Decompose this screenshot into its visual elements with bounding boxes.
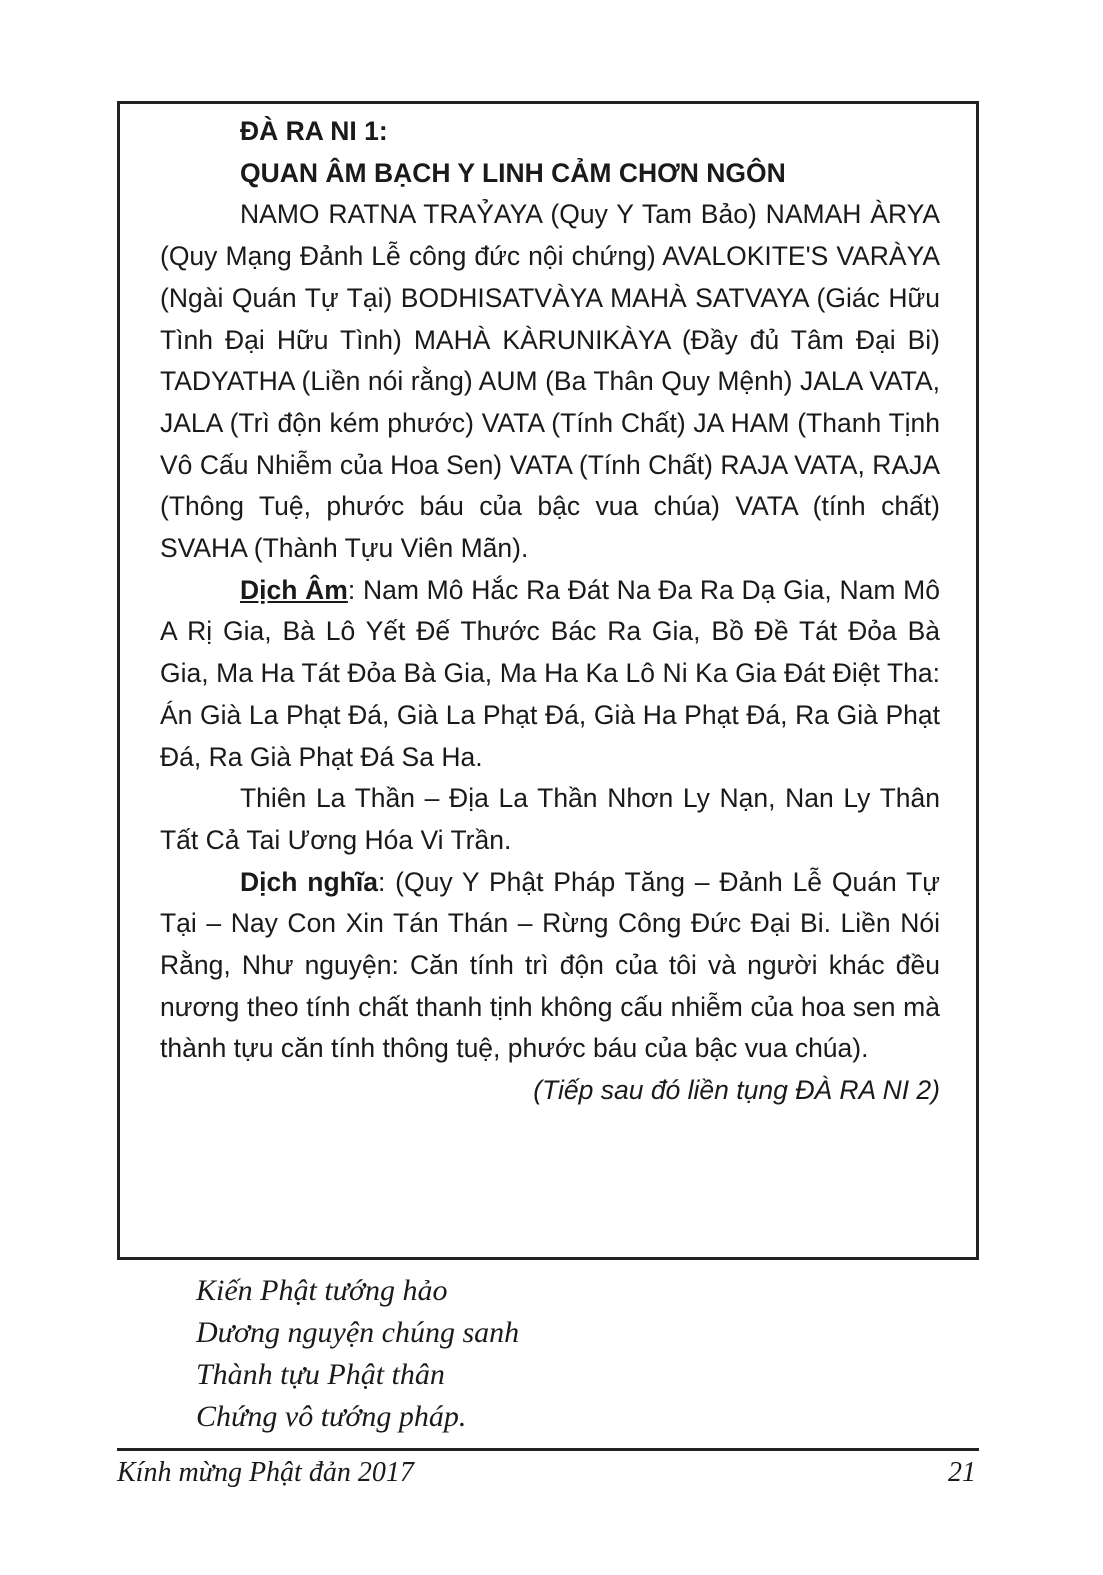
invocation-paragraph: Thiên La Thần – Địa La Thần Nhơn Ly Nạn, Nan Ly Thân Tất Cả Tai Ương Hóa Vi Trần. [160, 783, 940, 855]
transliteration-paragraph [160, 570, 940, 779]
transliteration-label: Dịch Âm [240, 574, 348, 605]
page-number: 21 [948, 1457, 976, 1488]
meaning-text: : (Quy Y Phật Pháp Tăng – Đảnh Lễ Quán Tự Tại – Nay Con Xin Tán Thán – Rừng Công Đức Đại Bi. Liền Nói Rằng, Như nguyện: Căn tính trì độn của tôi và người khác đều nương theo tính chất thanh tịnh không cấu nhiễm của hoa sen mà thành tựu căn tính thông tuệ, phước báu của bậc vua chúa). [160, 866, 940, 1064]
sanskrit-paragraph: NAMO RATNA TRAỶAYA (Quy Y Tam Bảo) NAMAH ÀRYA (Quy Mạng Đảnh Lễ công đức nội chứng) AVALOKITE'S VARÀYA (Ngài Quán Tự Tại) BODHISATVÀYA MAHÀ SATVAYA (Giác Hữu Tình Đại Hữu Tình) MAHÀ KÀRUNIKÀYA (Đầy đủ Tâm Đại Bi) TADYATHA (Liền nói rằng) AUM (Ba Thân Quy Mệnh) JALA VATA, JALA (Trì độn kém phước) VATA (Tính Chất) JA HAM (Thanh Tịnh Vô Cấu Nhiễm của Hoa Sen) VATA (Tính Chất) RAJA VATA, RAJA (Thông Tuệ, phước báu của bậc vua chúa) VATA (tính chất) SVAHA (Thành Tựu Viên Mãn). [160, 199, 940, 564]
continuation-note: (Tiếp sau đó liền tụng ĐÀ RA NI 2) [533, 1075, 940, 1106]
meaning-paragraph [160, 862, 940, 1071]
poem-line: Dương nguyện chúng sanh [196, 1316, 520, 1349]
poem-line: Thành tựu Phật thân [196, 1358, 445, 1391]
mantra-content [160, 111, 940, 1112]
footer-title: Kính mừng Phật đản 2017 [117, 1457, 414, 1488]
transliteration-text: : Nam Mô Hắc Ra Đát Na Đa Ra Dạ Gia, Nam Mô A Rị Gia, Bà Lô Yết Đế Thước Bác Ra Gia, Bồ Đề Tát Đỏa Bà Gia, Ma Ha Tát Đỏa Bà Gia, Ma Ha Ka Lô Ni Ka Gia Đát Điệt Tha: Án Già La Phạt Đá, Già La Phạt Đá, Già Ha Phạt Đá, Ra Già Phạt Đá, Ra Già Phạt Đá Sa Ha. [160, 574, 940, 772]
meaning-label: Dịch nghĩa [240, 866, 378, 897]
poem-line: Kiến Phật tướng hảo [196, 1274, 448, 1307]
mantra-heading-2: QUAN ÂM BẠCH Y LINH CẢM CHƠN NGÔN [240, 157, 786, 188]
mantra-heading-1: ĐÀ RA NI 1: [240, 116, 388, 146]
footer-divider [117, 1448, 979, 1451]
poem [196, 1270, 519, 1438]
poem-line: Chứng vô tướng pháp. [196, 1400, 467, 1433]
